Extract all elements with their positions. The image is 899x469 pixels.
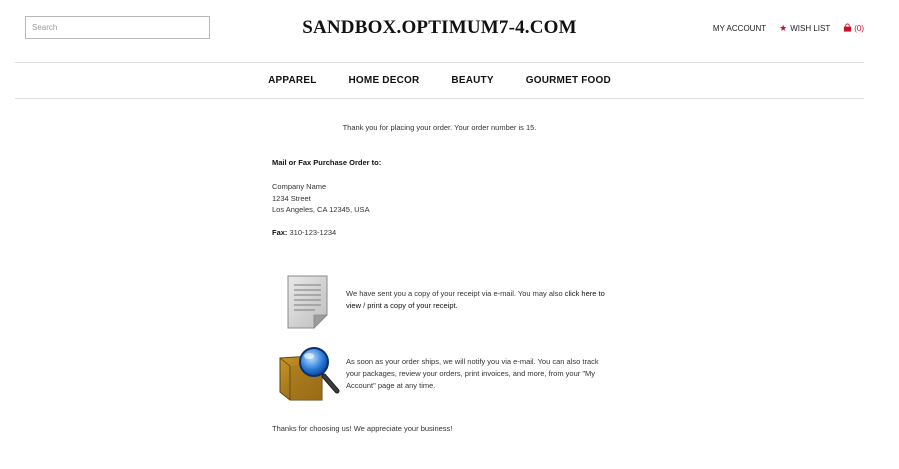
mailing-address: [272, 181, 370, 216]
shipping-info: As soon as your order ships, we will notify you via e-mail. You can also track your packages, review your orders, print invoices, and more, from your "My Account" page at any time.: [346, 357, 599, 390]
address-line: Company Name: [272, 182, 327, 191]
nav-item-home-decor[interactable]: HOME DECOR: [348, 75, 420, 86]
cart-count: (0): [854, 24, 864, 33]
main-nav: [0, 75, 879, 86]
nav-item-apparel[interactable]: APPAREL: [268, 75, 317, 86]
order-confirmation-message: Thank you for placing your order. Your order number is 15.: [342, 123, 537, 132]
document-icon: [285, 274, 331, 335]
view-receipt-link[interactable]: click here to view / print a copy of your receipt.: [346, 289, 605, 310]
wish-list-link[interactable]: [779, 24, 830, 33]
site-title[interactable]: SANDBOX.OPTIMUM7-4.COM: [302, 17, 577, 38]
nav-item-beauty[interactable]: BEAUTY: [451, 75, 494, 86]
package-search-icon: [278, 344, 340, 407]
nav-item-gourmet-food[interactable]: GOURMET FOOD: [525, 75, 611, 86]
shopping-bag-icon: [843, 23, 852, 34]
receipt-text: We have sent you a copy of your receipt via e-mail. You may also: [346, 289, 563, 298]
my-account-label: MY ACCOUNT: [712, 24, 767, 33]
receipt-info: [346, 288, 606, 312]
cart-link[interactable]: [843, 23, 864, 34]
my-account-link[interactable]: [713, 24, 766, 33]
header-links: [700, 23, 864, 34]
wish-list-label: WISH LIST: [790, 24, 831, 33]
nav-divider: [15, 98, 864, 99]
fax-line: [272, 228, 336, 237]
header-divider: [15, 62, 864, 63]
fax-number: 310-123-1234: [289, 228, 337, 237]
address-line: Los Angeles, CA 12345, USA: [272, 205, 370, 214]
star-icon: ★: [779, 23, 788, 33]
closing-message: Thanks for choosing us! We appreciate your business!: [272, 424, 453, 433]
mail-heading: Mail or Fax Purchase Order to:: [272, 158, 382, 167]
address-line: 1234 Street: [272, 193, 311, 203]
fax-label: Fax:: [272, 228, 288, 237]
